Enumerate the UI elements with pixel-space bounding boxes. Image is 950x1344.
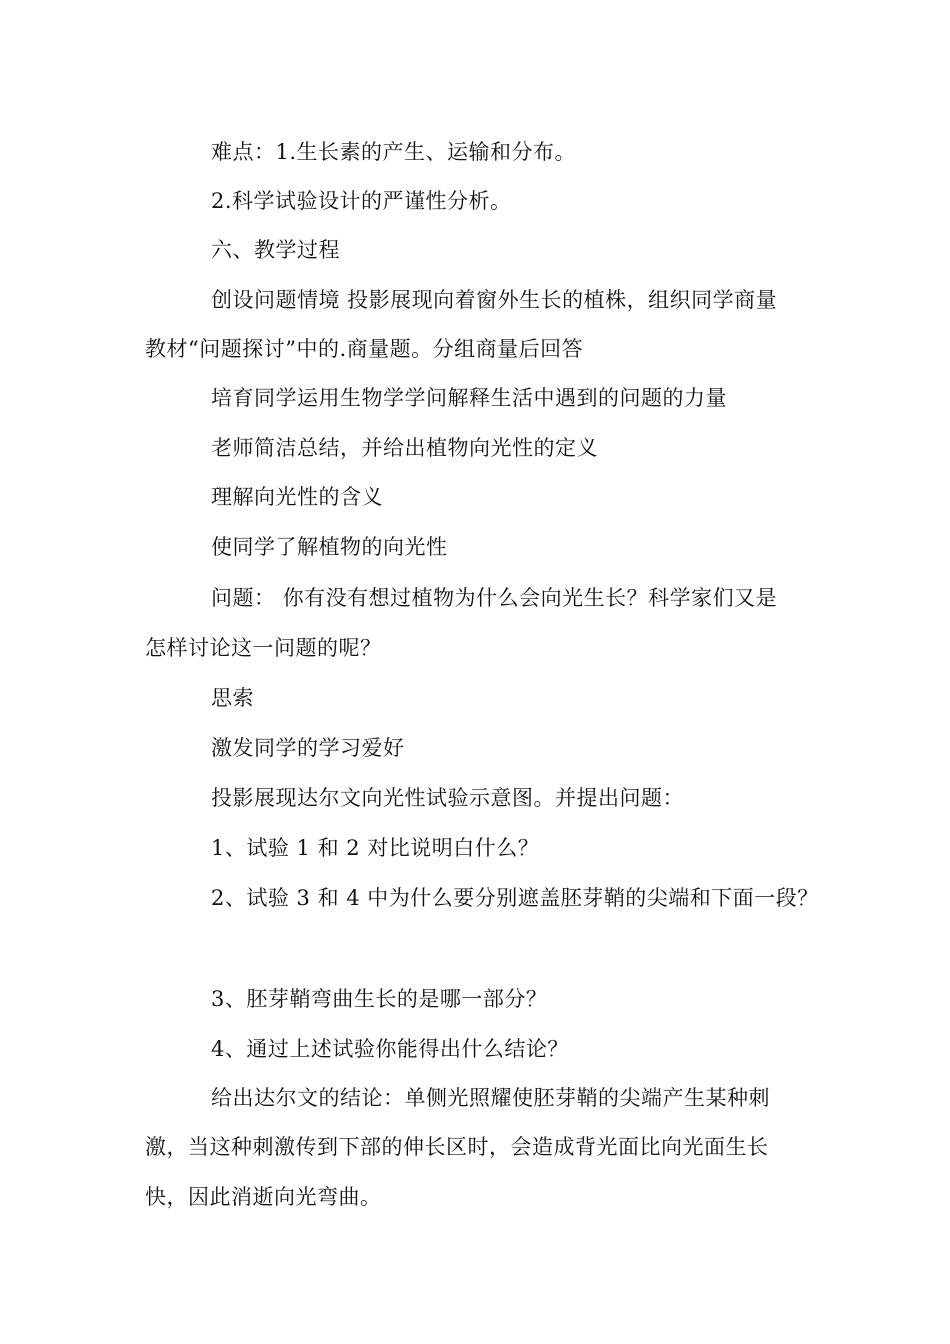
paragraph-line: 激，当这种刺激传到下部的伸长区时，会造成背光面比向光面生长 [145, 1135, 769, 1159]
paragraph-line: 问题： 你有没有想过植物为什么会向光生长？科学家们又是 [211, 586, 778, 610]
paragraph-line: 使同学了解植物的向光性 [211, 535, 448, 559]
paragraph-line: 思索 [211, 686, 254, 710]
paragraph-line: 2.科学试验设计的严谨性分析。 [211, 189, 512, 213]
section-heading: 六、教学过程 [211, 238, 340, 262]
question-line: 4、通过上述试验你能得出什么结论？ [211, 1037, 569, 1061]
paragraph-line: 创设问题情境 投影展现向着窗外生长的植株，组织同学商量 [211, 288, 778, 312]
question-line: 3、胚芽鞘弯曲生长的是哪一部分？ [211, 987, 548, 1011]
paragraph-line: 老师简洁总结，并给出植物向光性的定义 [211, 436, 598, 460]
paragraph-line: 怎样讨论这一问题的呢？ [145, 636, 382, 660]
paragraph-line: 快，因此消逝向光弯曲。 [145, 1185, 382, 1209]
paragraph-line: 难点：1.生长素的产生、运输和分布。 [211, 140, 577, 164]
paragraph-line: 培育同学运用生物学学问解释生活中遇到的问题的力量 [211, 386, 727, 410]
paragraph-line: 教材“问题探讨”中的.商量题。分组商量后回答 [145, 337, 584, 361]
paragraph-line: 给出达尔文的结论：单侧光照耀使胚芽鞘的尖端产生某种刺 [211, 1086, 770, 1110]
paragraph-line: 理解向光性的含义 [211, 485, 383, 509]
paragraph-line: 投影展现达尔文向光性试验示意图。并提出问题： [211, 786, 684, 810]
question-line: 2、试验 3 和 4 中为什么要分别遮盖胚芽鞘的尖端和下面一段？ [211, 886, 819, 910]
paragraph-line: 激发同学的学习爱好 [211, 736, 405, 760]
question-line: 1、试验 1 和 2 对比说明白什么？ [211, 836, 540, 860]
